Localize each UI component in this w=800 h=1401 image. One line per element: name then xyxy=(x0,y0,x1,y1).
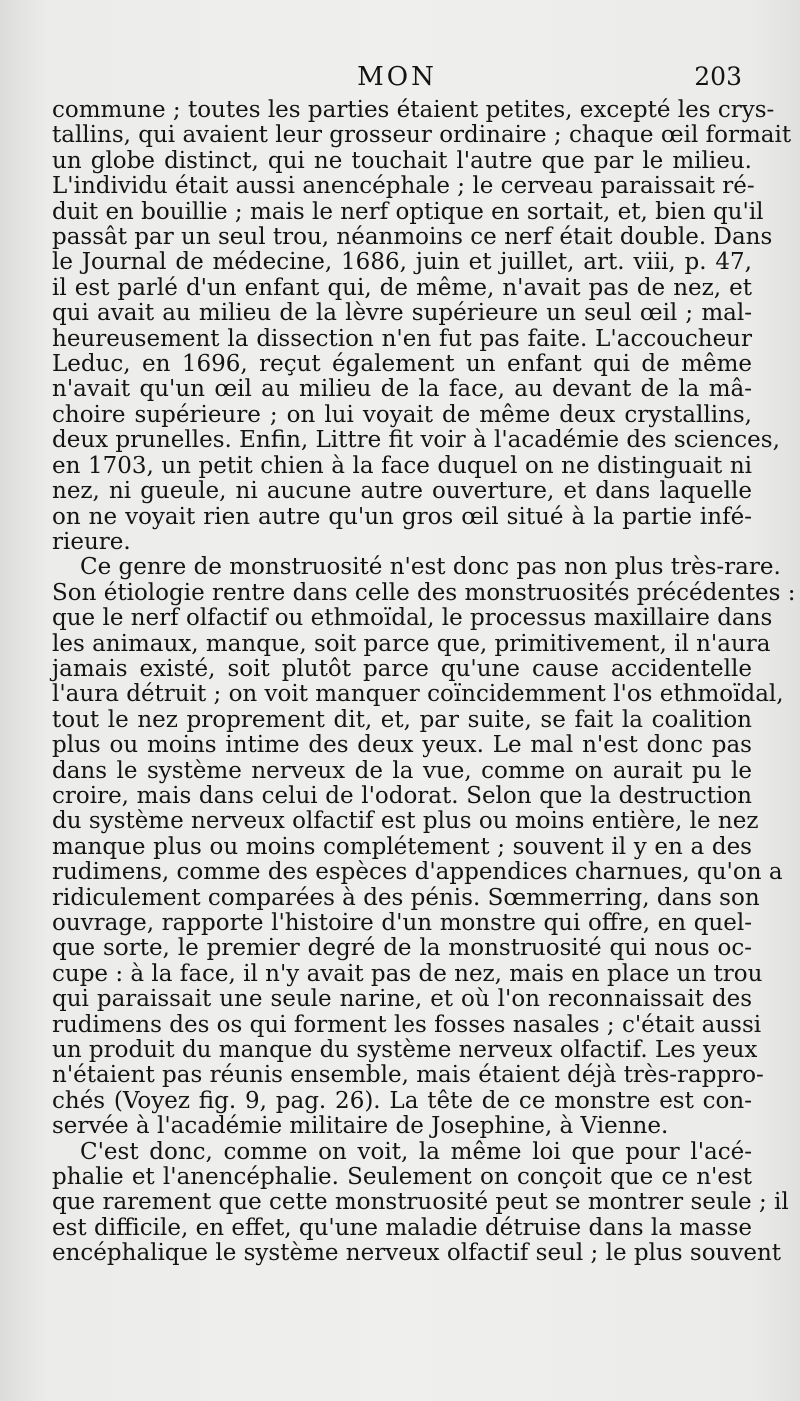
text-line: heureusement la dissection n'en fut pas faite. L'accoucheur xyxy=(52,325,752,352)
text-line: dans le système nerveux de la vue, comme on aurait pu le xyxy=(52,757,752,784)
text-line: duit en bouillie ; mais le nerf optique en sortait, et, bien qu'il xyxy=(52,198,764,225)
text-line: phalie et l'anencéphalie. Seulement on conçoit que ce n'est xyxy=(52,1164,752,1191)
text-line: du système nerveux olfactif est plus ou moins entière, le nez xyxy=(52,808,759,835)
text-line: ridiculement comparées à des pénis. Sœmmerring, dans son xyxy=(52,884,760,911)
text-line: manque plus ou moins complétement ; souvent il y en a des xyxy=(52,833,752,860)
text-line: il est parlé d'un enfant qui, de même, n'avait pas de nez, et xyxy=(52,274,752,301)
text-line: que le nerf olfactif ou ethmoïdal, le processus maxillaire dans xyxy=(52,605,773,632)
text-line: rudimens des os qui forment les fosses nasales ; c'était aussi xyxy=(52,1011,762,1038)
text-line: est difficile, en effet, qu'une maladie détruise dans la masse xyxy=(52,1214,752,1241)
text-line: n'étaient pas réunis ensemble, mais étaient déjà très-rappro- xyxy=(52,1062,764,1089)
text-line: tout le nez proprement dit, et, par suite, se fait la coalition xyxy=(52,706,752,733)
text-line: le Journal de médecine, 1686, juin et juillet, art. viii, p. 47, xyxy=(52,249,752,276)
text-line: chés (Voyez fig. 9, pag. 26). La tête de ce monstre est con- xyxy=(52,1087,752,1114)
text-line: Leduc, en 1696, reçut également un enfant qui de même xyxy=(52,351,752,378)
paragraph xyxy=(52,1138,789,1267)
text-line: commune ; toutes les parties étaient petites, excepté les crys- xyxy=(52,97,775,123)
text-line: les animaux, manque, soit parce que, primitivement, il n'aura xyxy=(52,630,771,657)
text-line: L'individu était aussi anencéphale ; le cerveau paraissait ré- xyxy=(52,173,755,200)
text-line: que sorte, le premier degré de la monstruosité qui nous oc- xyxy=(52,935,752,962)
text-line: cupe : à la face, il n'y avait pas de nez, mais en place un trou xyxy=(52,960,763,987)
text-line: Ce genre de monstruosité n'est donc pas non plus très-rare. xyxy=(80,554,781,581)
text-line: jamais existé, soit plutôt parce qu'une cause accidentelle xyxy=(52,655,752,682)
paragraph xyxy=(52,97,792,555)
text-line: un produit du manque du système nerveux olfactif. Les yeux xyxy=(52,1037,758,1064)
body-text xyxy=(52,97,796,1267)
text-line: on ne voyait rien autre qu'un gros œil situé à la partie infé- xyxy=(52,503,752,530)
text-line: n'avait qu'un œil au milieu de la face, au devant de la mâ- xyxy=(52,376,752,403)
page-number: 203 xyxy=(694,62,742,91)
text-line: qui avait au milieu de la lèvre supérieure un seul œil ; mal- xyxy=(52,300,752,327)
text-line: C'est donc, comme on voit, la même loi que pour l'acé- xyxy=(80,1138,752,1165)
text-line: croire, mais dans celui de l'odorat. Selon que la destruction xyxy=(52,782,752,809)
text-line: passât par un seul trou, néanmoins ce nerf était double. Dans xyxy=(52,224,773,251)
text-line: choire supérieure ; on lui voyait de même deux crystallins, xyxy=(52,401,752,428)
text-line: Son étiologie rentre dans celle des monstruosités précédentes : xyxy=(52,579,796,606)
text-line: nez, ni gueule, ni aucune autre ouverture, et dans laquelle xyxy=(52,478,752,505)
text-line: plus ou moins intime des deux yeux. Le mal n'est donc pas xyxy=(52,732,752,759)
page-header xyxy=(52,62,742,96)
text-line: un globe distinct, qui ne touchait l'autre que par le milieu. xyxy=(52,147,752,174)
text-line: servée à l'académie militaire de Josephine, à Vienne. xyxy=(52,1113,669,1140)
text-line: que rarement que cette monstruosité peut se montrer seule ; il xyxy=(52,1189,789,1216)
paragraph xyxy=(52,554,796,1140)
text-line: encéphalique le système nerveux olfactif seul ; le plus souvent xyxy=(52,1240,782,1267)
text-line: ouvrage, rapporte l'histoire d'un monstre qui offre, en quel- xyxy=(52,910,752,936)
text-line: qui paraissait une seule narine, et où l'on reconnaissait des xyxy=(52,986,752,1013)
text-line: en 1703, un petit chien à la face duquel on ne distinguait ni xyxy=(52,452,752,479)
text-line: l'aura détruit ; on voit manquer coïncidemment l'os ethmoïdal, xyxy=(52,681,784,708)
text-line: rudimens, comme des espèces d'appendices charnues, qu'on a xyxy=(52,859,783,886)
running-head: MON xyxy=(357,62,437,92)
text-line: deux prunelles. Enfin, Littre fit voir à l'académie des sciences, xyxy=(52,427,780,454)
text-line: rieure. xyxy=(52,528,131,555)
text-line: tallins, qui avaient leur grosseur ordinaire ; chaque œil formait xyxy=(52,122,792,149)
